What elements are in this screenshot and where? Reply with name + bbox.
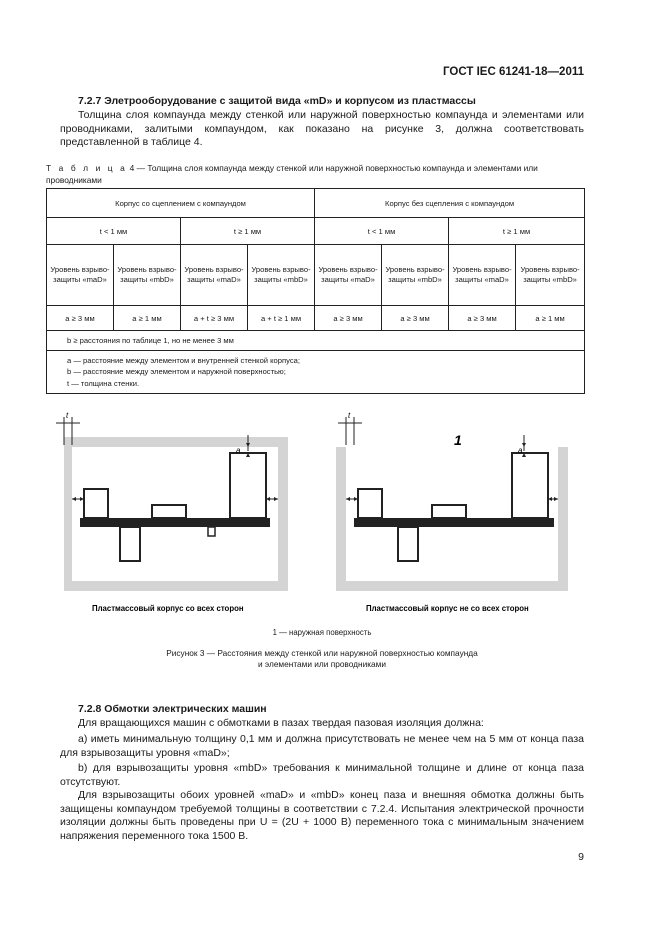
value-cell: a + t ≥ 1 мм	[248, 306, 315, 331]
section-727-heading: 7.2.7 Элетрооборудование с защитой вида «mD» и корпусом из пластмассы	[78, 95, 476, 107]
callout-1: 1	[454, 432, 462, 448]
value-cell: a ≥ 3 мм	[449, 306, 516, 331]
component-bottom	[398, 527, 418, 561]
table-4	[46, 188, 585, 394]
thickness-header: t < 1 мм	[47, 218, 181, 245]
section-727-text: Толщина слоя компаунда между стенкой или наружной поверхностью компаунда и элементами или проводниками, залитыми компаундом, как показано на рисунке 3, должна соответствовать представленной в таблице 4.	[60, 109, 584, 149]
section-728-p1: Для вращающихся машин с обмотками в пазах твердая пазовая изоляция должна:	[78, 717, 484, 729]
legend-a: a — расстояние между элементом и внутренней стенкой корпуса;	[67, 356, 300, 366]
value-cell: a + t ≥ 3 мм	[181, 306, 248, 331]
page-number: 9	[578, 851, 584, 863]
value-cell: a ≥ 3 мм	[315, 306, 382, 331]
compound-bar	[80, 518, 270, 527]
level-header: Уровень взрыво-защиты «mbD»	[114, 245, 181, 306]
component-tall	[230, 453, 266, 518]
level-header: Уровень взрыво-защиты «mbD»	[248, 245, 315, 306]
level-header: Уровень взрыво-защиты «maD»	[181, 245, 248, 306]
value-cell: a ≥ 3 мм	[382, 306, 449, 331]
level-header: Уровень взрыво-защиты «maD»	[47, 245, 114, 306]
section-728-heading: 7.2.8 Обмотки электрических машин	[78, 703, 267, 715]
right-figure-label: Пластмассовый корпус не со всех сторон	[366, 604, 529, 613]
level-header: Уровень взрыво-защиты «mbD»	[516, 245, 585, 306]
thickness-header: t ≥ 1 мм	[181, 218, 315, 245]
dim-t-label: t	[66, 411, 69, 420]
value-cell: a ≥ 3 мм	[47, 306, 114, 331]
component-middle	[152, 505, 186, 518]
pin	[208, 527, 215, 536]
section-728-p2: a) иметь минимальную толщину 0,1 мм и должна присутствовать не менее чем на 5 мм от конца паза для взрывозащиты уровня «maD»;	[60, 733, 584, 759]
component-left	[358, 489, 382, 518]
dim-a-label: a	[518, 446, 523, 455]
left-figure-label: Пластмассовый корпус со всех сторон	[92, 604, 244, 613]
figure-3-diagram	[50, 405, 590, 625]
level-header: Уровень взрыво-защиты «maD»	[449, 245, 516, 306]
table-legend	[47, 351, 585, 394]
dim-t-label: t	[348, 411, 351, 420]
value-cell: a ≥ 1 мм	[114, 306, 181, 331]
compound-bar	[354, 518, 554, 527]
thickness-header: t ≥ 1 мм	[449, 218, 585, 245]
group-header: Корпус без сцепления с компаундом	[315, 189, 585, 218]
legend-b: b — расстояние между элементом и наружной поверхностью;	[67, 367, 286, 377]
enclosure-partial	[336, 411, 568, 613]
table-4-caption: Т а б л и ц а 4 — Толщина слоя компаунда между стенкой или наружной поверхностью компаунда и элементами или проводниками	[46, 163, 538, 185]
dim-a-label: a	[236, 446, 241, 455]
section-728-p4: Для взрывозащиты обоих уровней «maD» и «mbD» конец паза и внешняя обмотка должны быть защищены компаундом требуемой толщины в соответствии с 7.2.4. Испытания электрической прочности изоляции должны быть проведены при U = (2U + 1000 В) переменного тока с минимальным значением напряжения переменного тока 1500 В.	[60, 789, 584, 843]
section-728-p3: b) для взрывозащиты уровня «mbD» требования к минимальной толщине и длине от конца паза отсутствуют.	[60, 762, 584, 788]
document-code: ГОСТ IEC 61241-18—2011	[443, 66, 584, 78]
level-header: Уровень взрыво-защиты «mbD»	[382, 245, 449, 306]
figure-3-footnote: 1 — наружная поверхность	[272, 628, 372, 637]
component-bottom	[120, 527, 140, 561]
level-header: Уровень взрыво-защиты «maD»	[315, 245, 382, 306]
component-left	[84, 489, 108, 518]
enclosure-all-sides	[56, 411, 288, 613]
legend-t: t — толщина стенки.	[67, 378, 140, 388]
thickness-header: t < 1 мм	[315, 218, 449, 245]
group-header: Корпус со сцеплением с компаундом	[47, 189, 315, 218]
figure-3-caption: Рисунок 3 — Расстояния между стенкой или наружной поверхностью компаунда и элементами или проводниками	[166, 648, 478, 669]
b-requirement: b ≥ расстояния по таблице 1, но не менее 3 мм	[47, 331, 585, 351]
component-middle	[432, 505, 466, 518]
component-tall	[512, 453, 548, 518]
value-cell: a ≥ 1 мм	[516, 306, 585, 331]
